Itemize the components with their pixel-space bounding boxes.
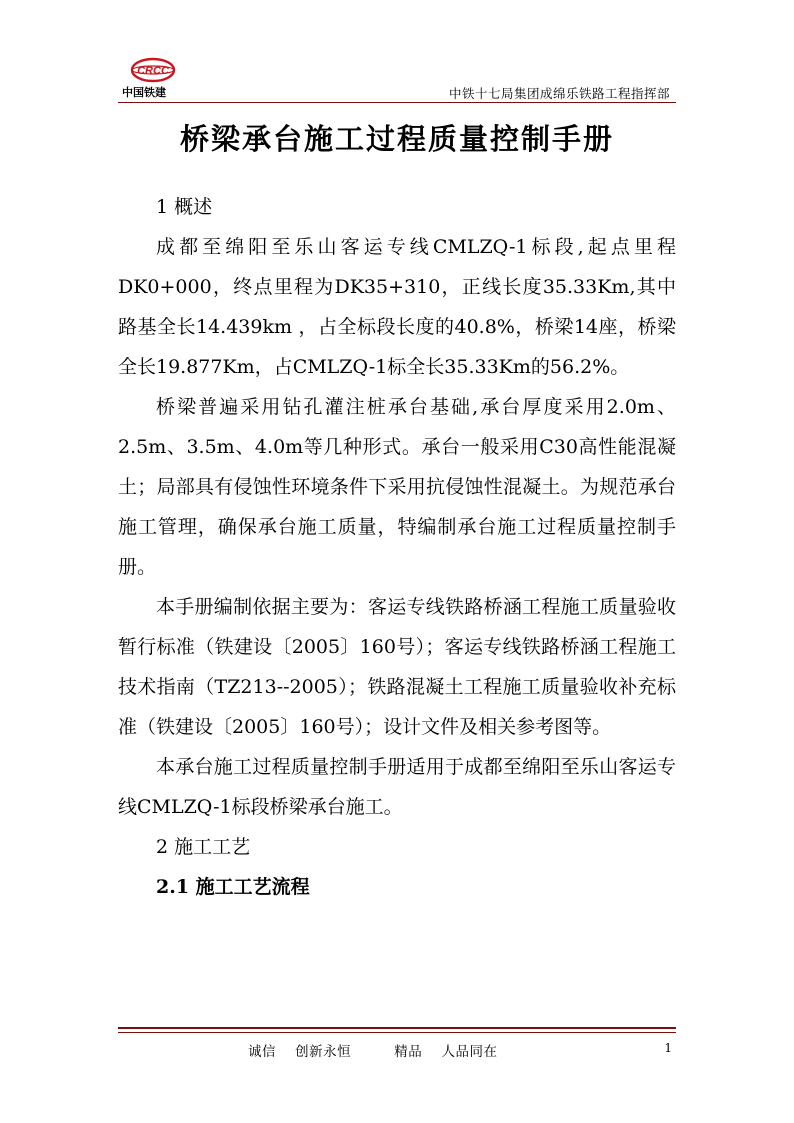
header-org-name: 中铁十七局集团成绵乐铁路工程指挥部 [448,86,670,101]
document-body [118,187,676,907]
page-number: 1 [664,1041,672,1055]
header-divider [118,102,676,103]
section-2-1-heading: 2.1 施工工艺流程 [156,876,310,898]
company-logo [122,55,182,101]
section-2-heading: 2 施工工艺 [156,836,251,858]
section-1-heading: 1 概述 [156,196,213,218]
paragraph-scope: 本承台施工过程质量控制手册适用于成都至绵阳至乐山客运专线CMLZQ-1标段桥梁承台施工。 [118,756,676,818]
crcc-logo-icon [130,57,176,83]
document-title: 桥梁承台施工过程质量控制手册 [179,122,614,156]
footer-divider-thick [118,1027,676,1029]
footer-motto: 诚信 创新永恒 精品 人品同在 [248,1044,498,1060]
footer-divider-thin [118,1032,676,1033]
page-header [118,55,676,107]
paragraph-foundation: 桥梁普遍采用钻孔灌注桩承台基础,承台厚度采用2.0m、2.5m、3.5m、4.0m等几种形式。承台一般采用C30高性能混凝土；局部具有侵蚀性环境条件下采用抗侵蚀性混凝土。为规范承台施工管理，确保承台施工质量，特编制承台施工过程质量控制手册。 [118,396,676,578]
page-footer [118,1027,676,1067]
paragraph-overview: 成都至绵阳至乐山客运专线CMLZQ-1标段,起点里程DK0+000，终点里程为DK35+310，正线长度35.33Km,其中路基全长14.439km ，占全标段长度的40.8%，桥梁14座，桥梁全长19.877Km，占CMLZQ-1标全长35.33Km的56.2%。 [118,236,676,378]
logo-mark-text: CRCC [137,65,169,77]
paragraph-basis: 本手册编制依据主要为：客运专线铁路桥涵工程施工质量验收暂行标准（铁建设〔2005〕160号）；客运专线铁路桥涵工程施工技术指南（TZ213--2005）；铁路混凝土工程施工质量验收补充标准（铁建设〔2005〕160号）；设计文件及相关参考图等。 [118,596,676,738]
logo-text: 中国铁建 [122,86,166,99]
